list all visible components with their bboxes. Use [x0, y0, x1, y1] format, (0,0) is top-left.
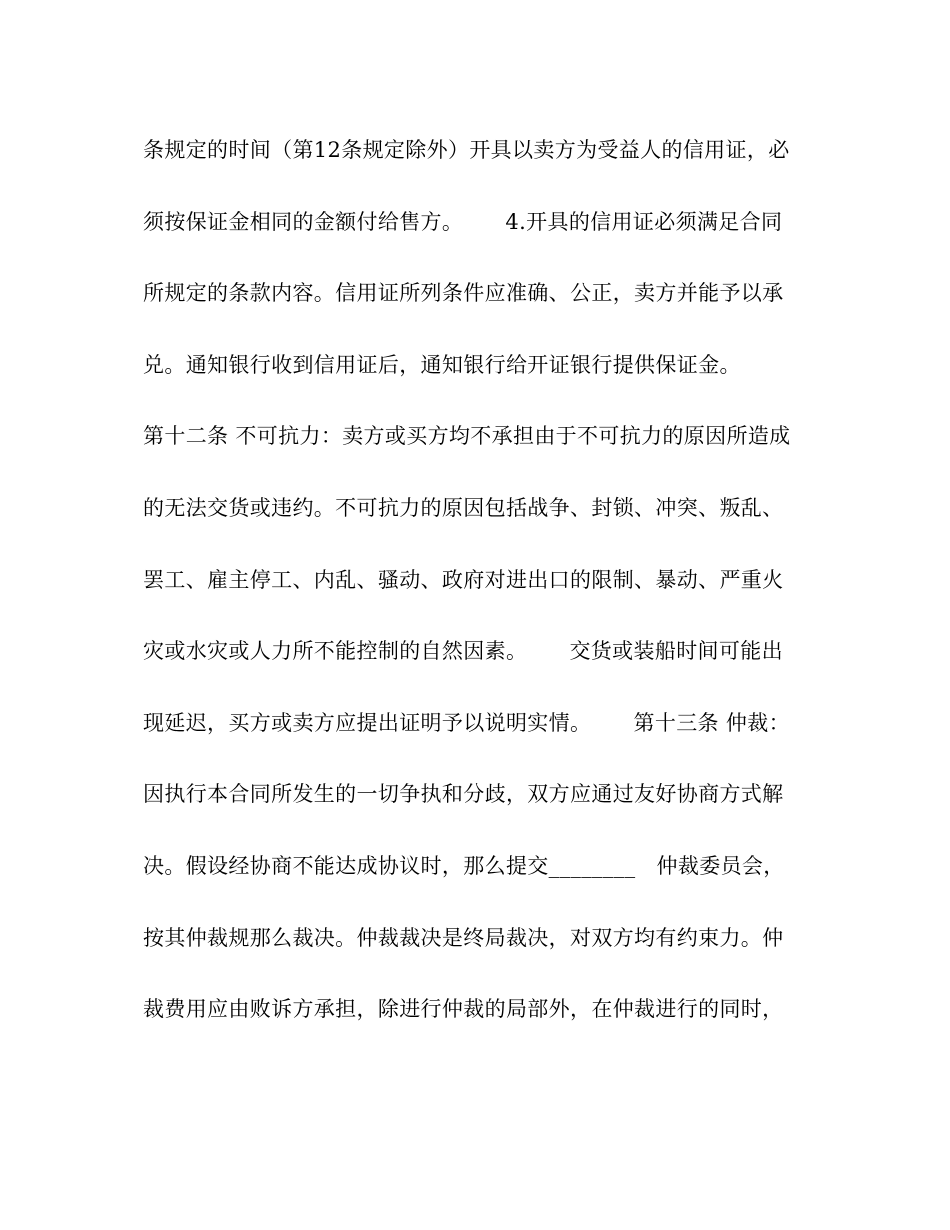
text-line: 条规定的时间（第12条规定除外）开具以卖方为受益人的信用证，必 — [143, 138, 790, 162]
text-line: 第十二条 不可抗力：卖方或买方均不承担由于不可抗力的原因所造成 — [143, 424, 791, 449]
text-line: 须按保证金相同的金额付给售方。 4.开具的信用证必须满足合同 — [143, 209, 783, 234]
text-line: 按其仲裁规那么裁决。仲裁裁决是终局裁决，对双方均有约束力。仲 — [143, 925, 784, 950]
document-body — [143, 138, 813, 1069]
text-line: 灾或水灾或人力所不能控制的自然因素。 交货或装船时间可能出 — [143, 639, 783, 664]
text-line: 因执行本合同所发生的一切争执和分歧，双方应通过友好协商方式解 — [143, 782, 784, 807]
text-line: 现延迟，买方或卖方应提出证明予以说明实情。 第十三条 仲裁： — [143, 710, 790, 735]
text-line: 所规定的条款内容。信用证所列条件应准确、公正，卖方并能予以承 — [143, 281, 784, 306]
text-line: 的无法交货或违约。不可抗力的原因包括战争、封锁、冲突、叛乱、 — [143, 495, 784, 520]
text-line: 裁费用应由败诉方承担，除进行仲裁的局部外，在仲裁进行的同时， — [143, 997, 784, 1022]
text-line: 罢工、雇主停工、内乱、骚动、政府对进出口的限制、暴动、严重火 — [143, 567, 784, 592]
text-line: 决。假设经协商不能达成协议时，那么提交________ 仲裁委员会， — [143, 853, 785, 878]
text-line: 兑。通知银行收到信用证后，通知银行给开证银行提供保证金。 — [143, 352, 741, 377]
